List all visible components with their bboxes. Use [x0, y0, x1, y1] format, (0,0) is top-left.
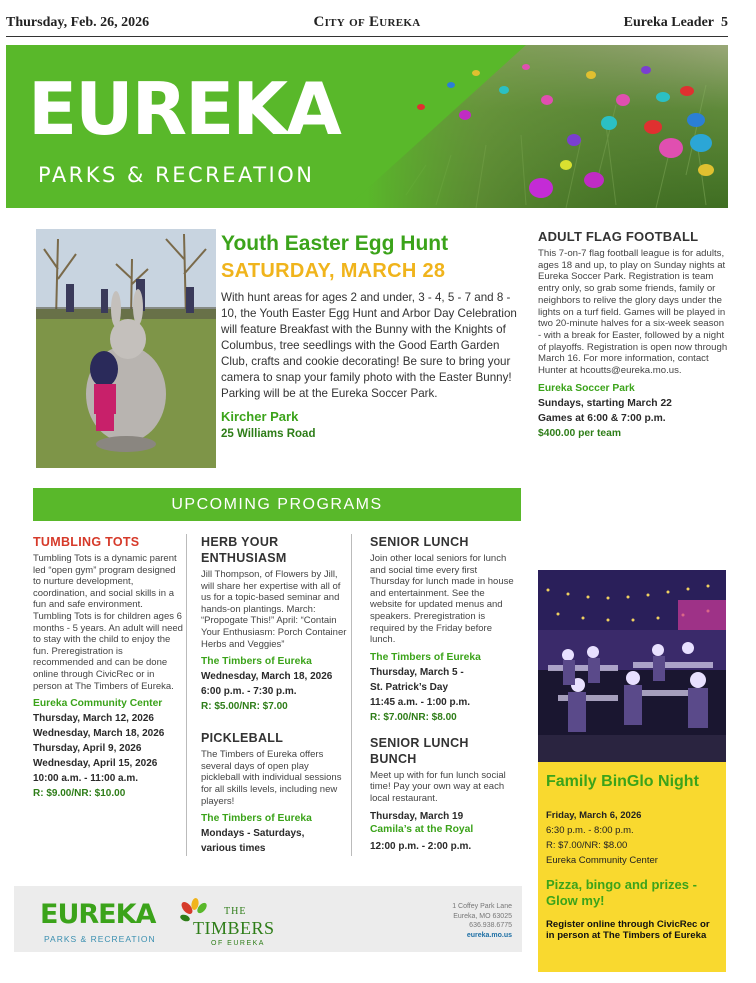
pickleball-line: various times	[201, 843, 266, 855]
herb-line: R: $5.00/NR: $7.00	[201, 701, 288, 713]
tumbling-line: Wednesday, April 15, 2026	[33, 758, 158, 770]
tumbling-line: Thursday, March 12, 2026	[33, 713, 154, 725]
flag-football-article	[538, 229, 728, 441]
senior-lunch-line: 11:45 a.m. - 1:00 p.m.	[370, 696, 471, 708]
eureka-logo: EUREKA	[28, 67, 340, 151]
flag-football-title: ADULT FLAG FOOTBALL	[538, 229, 699, 244]
column-divider	[351, 534, 352, 856]
bingo-night-photo	[538, 570, 726, 762]
senior-bunch-line: Thursday, March 19	[370, 810, 464, 822]
flag-football-line: Games at 6:00 & 7:00 p.m.	[538, 412, 666, 424]
flag-football-line: Sundays, starting March 22	[538, 397, 672, 409]
tumbling-title: TUMBLING TOTS	[33, 535, 140, 549]
feature-location: Kircher Park	[221, 409, 299, 424]
column-divider	[186, 534, 187, 856]
flag-football-location: Eureka Soccer Park	[538, 382, 635, 394]
bingo-line: Friday, March 6, 2026	[546, 810, 642, 821]
herb-body: Jill Thompson, of Flowers by Jill, will share her expertise with all of us for a topic-based seminar and hands-on plantings. March: “Propogate This!” April: “Contain Your Enthusiasm: Porch Container Herbs and Veggies”	[201, 569, 347, 650]
page-number: 5	[721, 15, 728, 30]
senior-lunch-title: SENIOR LUNCH	[370, 535, 469, 549]
pickleball-location: The Timbers of Eureka	[201, 813, 312, 825]
tumbling-tots-article	[33, 534, 183, 801]
senior-lunch-body: Join other local seniors for lunch and social time every first Thursday for lunch made in house and entertainment. See the website for updated menus and speakers. Preregistration is required by the Friday before lunch.	[370, 553, 514, 646]
senior-lunch-location: The Timbers of Eureka	[370, 651, 481, 663]
bingo-line: R: $7.00/NR: $8.00	[546, 840, 628, 851]
pickleball-title: PICKLEBALL	[201, 731, 284, 746]
tumbling-line: Wednesday, March 18, 2026	[33, 728, 165, 740]
flag-football-line: $400.00 per team	[538, 427, 622, 439]
flag-football-body: This 7-on-7 flag football league is for adults, ages 18 and up, to play on Sunday nights at Eureka Soccer Park. Registration is team entry only, so grab some friends, family or neighbors to relive the glory days under the lights on a turf field. Games will be played in two 20-minute halves for a six-week season - with a break for Easter, followed by a night of playoffs. Registration is open now through March 16. For more information, contact Hunter at hcoutts@eureka.mo.us.	[538, 248, 728, 377]
tumbling-line: R: $9.00/NR: $10.00	[33, 788, 126, 800]
contact-block	[452, 902, 512, 940]
running-header	[6, 13, 728, 37]
senior-lunch-line: St. Patrick’s Day	[370, 681, 449, 693]
senior-lunch-line: R: $7.00/NR: $8.00	[370, 711, 457, 723]
bingo-register: Register online through CivicRec or in person at The Timbers of Eureka	[546, 919, 710, 941]
banner-subtitle: PARKS & RECREATION	[38, 163, 315, 187]
paper-name-page	[624, 15, 728, 31]
feature-body: With hunt areas for ages 2 and under, 3 - 4, 5 - 7 and 8 - 10, the Youth Easter Egg Hunt and Arbor Day Celebration will feature Breakfast with the Bunny with the Knights of Columbus, tree seedlings with the Good Earth Garden Club, crafts and cookie decorating! Be sure to bring your camera to snap your family photo with the Easter Bunny! Parking will be at the Eureka Soccer Park.	[221, 291, 517, 400]
easter-bunny-photo	[36, 229, 216, 468]
tumbling-line: Thursday, April 9, 2026	[33, 743, 142, 755]
feature-title: Youth Easter Egg Hunt	[221, 232, 449, 255]
footer-logo-subtitle: PARKS & RECREATION	[44, 934, 156, 944]
timbers-sub: OF EUREKA	[211, 940, 265, 947]
senior-bunch-body: Meet up with for fun lunch social time! Pay your own way at each local restaurant.	[370, 769, 506, 804]
herb-location: The Timbers of Eureka	[201, 656, 312, 668]
herb-enthusiasm-article	[201, 534, 347, 856]
senior-lunch-line: Thursday, March 5 -	[370, 666, 464, 678]
banner	[6, 45, 728, 208]
tumbling-location: Eureka Community Center	[33, 698, 163, 710]
senior-bunch-line: 12:00 p.m. - 2:00 p.m.	[370, 840, 472, 852]
phone-number: 636.938.6775	[469, 922, 512, 929]
address-line: 1 Coffey Park Lane	[452, 903, 512, 910]
pickleball-body: The Timbers of Eureka offers several days of open play pickleball with individual sessions for all skills levels, including new players!	[201, 749, 342, 807]
issue-date: Thursday, Feb. 26, 2026	[6, 15, 150, 30]
tumbling-body: Tumbling Tots is a dynamic parent led “open gym” program designed to nurture development, coordination, and social skills in a fun and safe environment. Tumbling Tots is for children ages 6 months - 5 years. An adult will need to stay with the child to enjoy the fun. Preregistration is recommended and can be done online through CivicRec or in person at The Timbers of Eureka.	[33, 553, 183, 692]
herb-line: 6:00 p.m. - 7:30 p.m.	[201, 686, 297, 698]
senior-bunch-title: SENIOR LUNCH BUNCH	[370, 735, 469, 766]
bingo-title: Family BinGlo Night	[546, 773, 699, 790]
footer-box	[14, 886, 522, 952]
feature-address: 25 Williams Road	[221, 428, 316, 440]
tumbling-line: 10:00 a.m. - 11:00 a.m.	[33, 773, 139, 785]
timbers-the: THE	[224, 906, 247, 917]
footer-eureka-logo: EUREKA	[40, 899, 156, 930]
senior-lunch-article	[370, 534, 516, 854]
bingo-tagline: Pizza, bingo and prizes - Glow my!	[546, 877, 697, 908]
herb-title: HERB YOUR ENTHUSIASM	[201, 535, 287, 565]
herb-line: Wednesday, March 18, 2026	[201, 671, 333, 683]
bingo-line: Eureka Community Center	[546, 855, 658, 866]
timbers-name: TIMBERS	[193, 918, 275, 938]
feature-date: SATURDAY, MARCH 28	[221, 260, 446, 282]
bingo-line: 6:30 p.m. - 8:00 p.m.	[546, 825, 634, 836]
timbers-logo	[177, 898, 292, 948]
pickleball-line: Mondays - Saturdays,	[201, 828, 305, 840]
easter-egg-hunt-article	[221, 230, 523, 442]
upcoming-programs-bar: UPCOMING PROGRAMS	[33, 488, 521, 521]
senior-bunch-location: Camila’s at the Royal	[370, 823, 474, 835]
section-name: City of Eureka	[313, 14, 421, 30]
address-line: Eureka, MO 63025	[453, 912, 512, 920]
paper-name: Eureka Leader	[623, 15, 714, 30]
binglo-night-article	[538, 762, 726, 972]
website-link[interactable]: eureka.mo.us	[466, 931, 512, 939]
